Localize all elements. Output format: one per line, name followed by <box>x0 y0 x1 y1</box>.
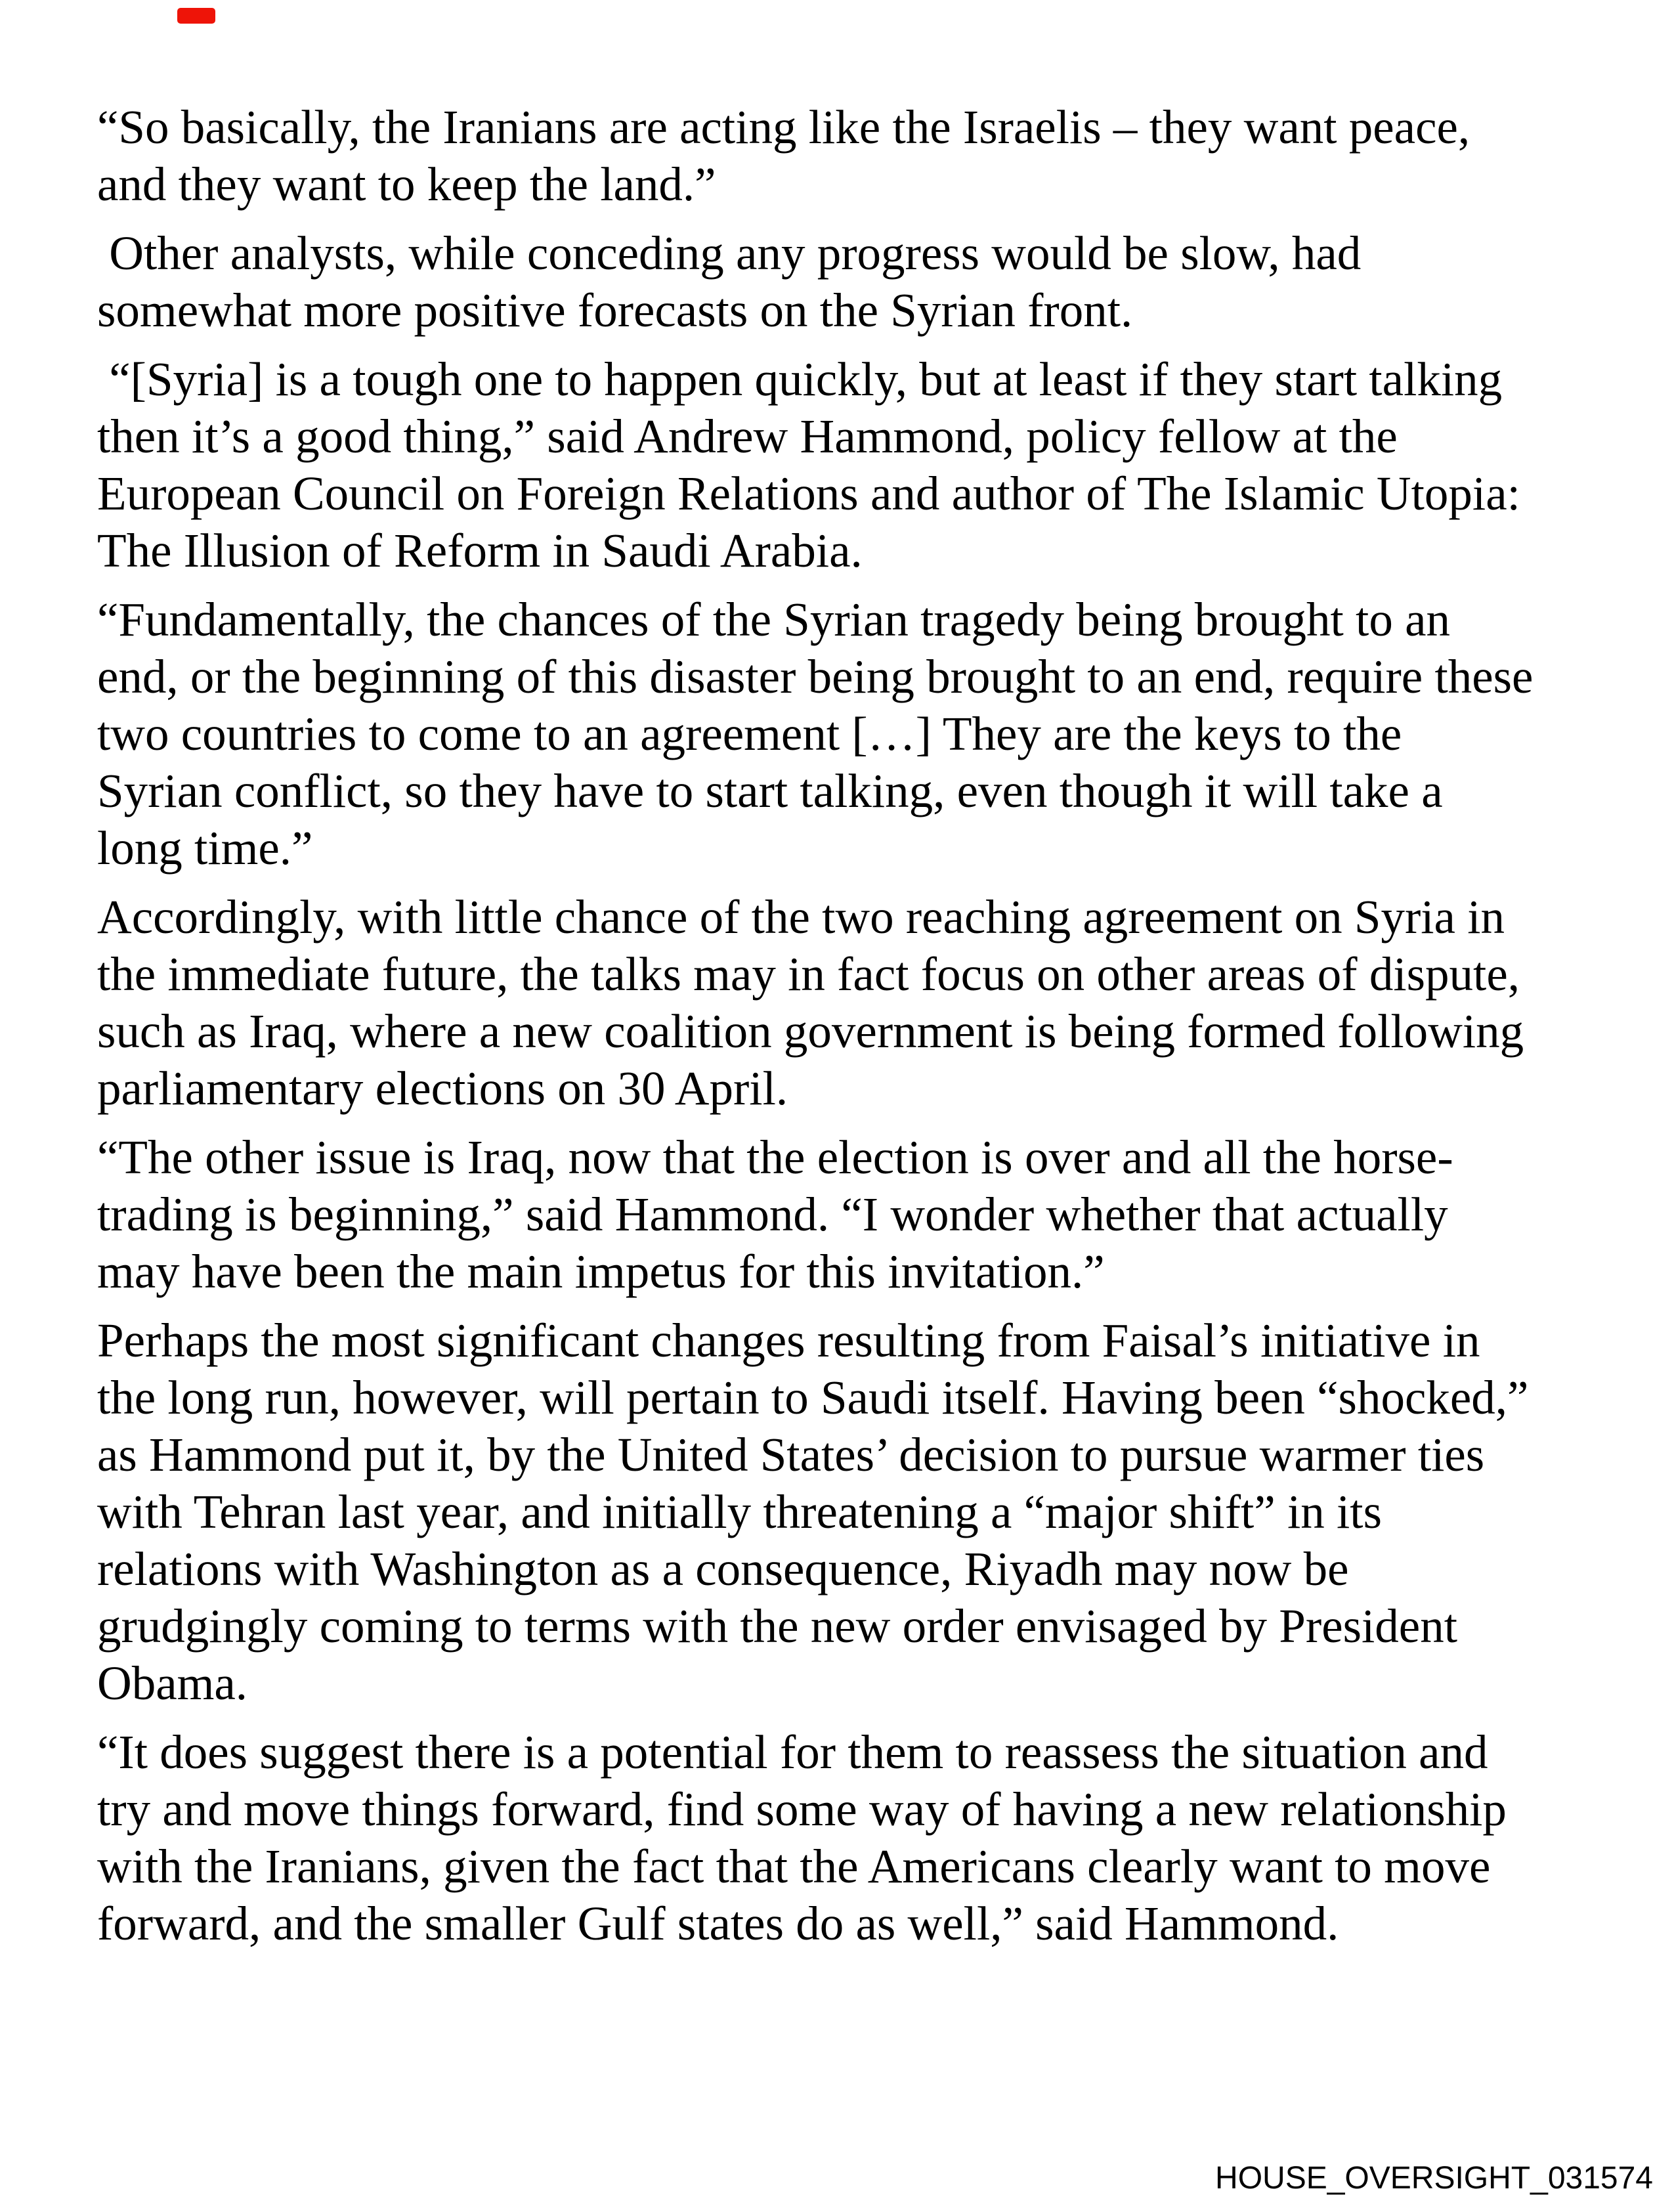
text-line: parliamentary elections on 30 April. <box>97 1062 788 1115</box>
bates-number: HOUSE_OVERSIGHT_031574 <box>1215 2161 1653 2196</box>
text-line: somewhat more positive forecasts on the Syrian front. <box>97 284 1133 337</box>
text-line: Syrian conflict, so they have to start talking, even though it will take a <box>97 764 1443 817</box>
text-line: try and move things forward, find some way of having a new relationship <box>97 1783 1507 1836</box>
text-line: European Council on Foreign Relations and author of The Islamic Utopia: <box>97 467 1520 520</box>
text-line: Obama. <box>97 1657 248 1710</box>
text-line: the long run, however, will pertain to Saudi itself. Having been “shocked,” <box>97 1371 1529 1424</box>
text-line: with Tehran last year, and initially threatening a “major shift” in its <box>97 1485 1382 1538</box>
text-line: long time.” <box>97 821 313 875</box>
paragraph <box>97 351 1607 579</box>
red-annotation-mark <box>177 8 215 24</box>
text-line: with the Iranians, given the fact that the Americans clearly want to move <box>97 1840 1491 1893</box>
text-line: as Hammond put it, by the United States’ decision to pursue warmer ties <box>97 1428 1485 1481</box>
paragraph <box>97 1129 1607 1300</box>
paragraph <box>97 225 1607 339</box>
paragraph <box>97 98 1607 213</box>
text-line: grudgingly coming to terms with the new order envisaged by President <box>97 1599 1457 1653</box>
text-line: then it’s a good thing,” said Andrew Hammond, policy fellow at the <box>97 410 1398 463</box>
text-line: “Fundamentally, the chances of the Syrian tragedy being brought to an <box>97 593 1450 646</box>
text-line: Accordingly, with little chance of the two reaching agreement on Syria in <box>97 890 1505 943</box>
paragraph <box>97 1312 1607 1712</box>
text-line: may have been the main impetus for this invitation.” <box>97 1245 1105 1298</box>
paragraph <box>97 591 1607 877</box>
text-line: “The other issue is Iraq, now that the election is over and all the horse- <box>97 1131 1453 1184</box>
text-line: The Illusion of Reform in Saudi Arabia. <box>97 524 863 577</box>
document-body-text <box>97 98 1607 1964</box>
text-line: relations with Washington as a consequence, Riyadh may now be <box>97 1542 1349 1595</box>
text-line: two countries to come to an agreement […] They are the keys to the <box>97 707 1402 760</box>
text-line: “It does suggest there is a potential for them to reassess the situation and <box>97 1725 1488 1779</box>
text-line: the immediate future, the talks may in fact focus on other areas of dispute, <box>97 947 1520 1001</box>
text-line: forward, and the smaller Gulf states do as well,” said Hammond. <box>97 1897 1339 1950</box>
text-line: and they want to keep the land.” <box>97 158 716 211</box>
text-line: such as Iraq, where a new coalition government is being formed following <box>97 1005 1524 1058</box>
text-line: trading is beginning,” said Hammond. “I wonder whether that actually <box>97 1188 1448 1241</box>
text-line: Other analysts, while conceding any progress would be slow, had <box>97 227 1362 280</box>
text-line: Perhaps the most significant changes resulting from Faisal’s initiative in <box>97 1314 1480 1367</box>
text-line: end, or the beginning of this disaster being brought to an end, require these <box>97 650 1534 703</box>
paragraph <box>97 1724 1607 1952</box>
text-line: “So basically, the Iranians are acting like the Israelis – they want peace, <box>97 100 1470 154</box>
paragraph <box>97 888 1607 1117</box>
text-line: “[Syria] is a tough one to happen quickly, but at least if they start talking <box>97 353 1503 406</box>
